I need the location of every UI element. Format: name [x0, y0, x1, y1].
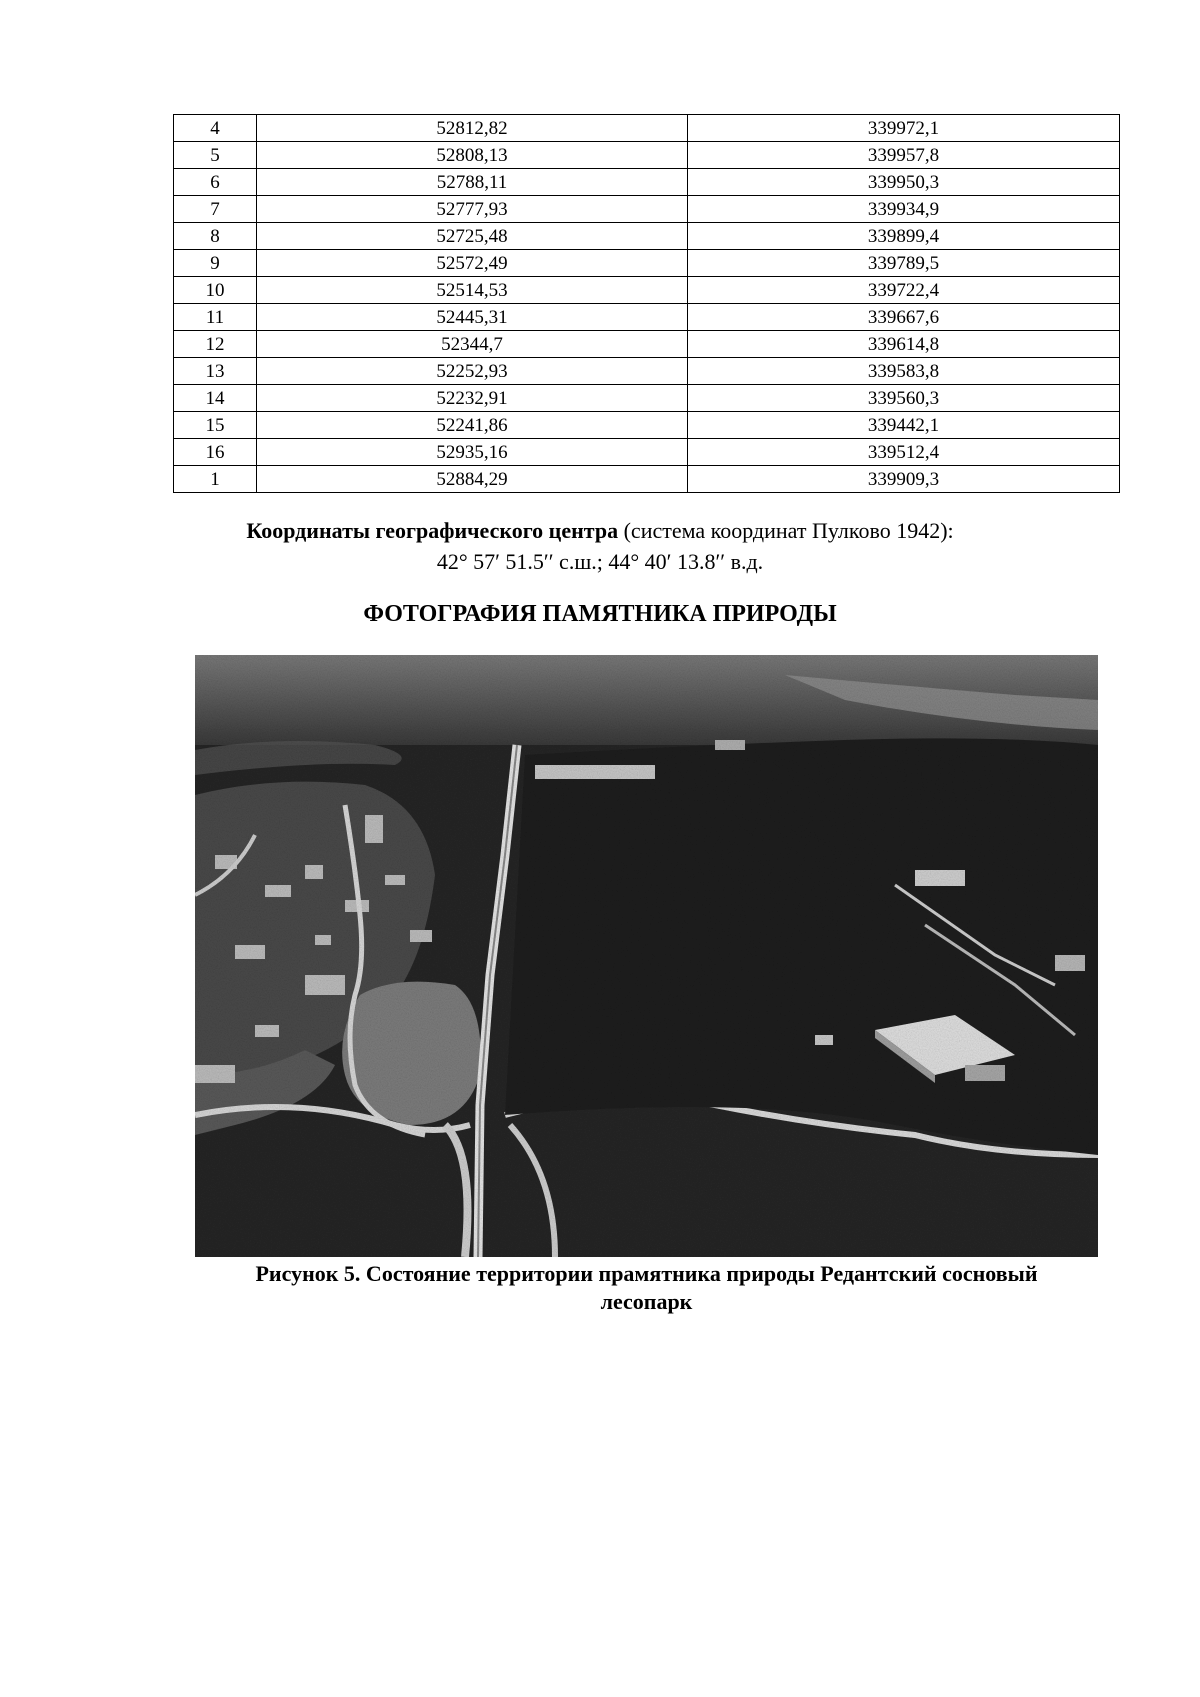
y-coordinate-cell: 339789,5	[688, 250, 1120, 277]
point-number-cell: 4	[174, 115, 257, 142]
geographic-center-label-bold: Координаты географического центра	[246, 518, 619, 543]
point-number-cell: 6	[174, 169, 257, 196]
table-row	[174, 115, 1120, 142]
point-number-cell: 16	[174, 439, 257, 466]
table-row	[174, 466, 1120, 493]
x-coordinate-cell: 52812,82	[257, 115, 688, 142]
table-row	[174, 331, 1120, 358]
table-row	[174, 196, 1120, 223]
geographic-center-label	[0, 518, 1200, 544]
table-row	[174, 385, 1120, 412]
x-coordinate-cell: 52808,13	[257, 142, 688, 169]
table-row	[174, 277, 1120, 304]
x-coordinate-cell: 52572,49	[257, 250, 688, 277]
point-number-cell: 10	[174, 277, 257, 304]
y-coordinate-cell: 339957,8	[688, 142, 1120, 169]
x-coordinate-cell: 52445,31	[257, 304, 688, 331]
y-coordinate-cell: 339667,6	[688, 304, 1120, 331]
table-row	[174, 439, 1120, 466]
y-coordinate-cell: 339722,4	[688, 277, 1120, 304]
x-coordinate-cell: 52232,91	[257, 385, 688, 412]
section-title: ФОТОГРАФИЯ ПАМЯТНИКА ПРИРОДЫ	[363, 601, 837, 627]
y-coordinate-cell: 339583,8	[688, 358, 1120, 385]
x-coordinate-cell: 52777,93	[257, 196, 688, 223]
x-coordinate-cell: 52935,16	[257, 439, 688, 466]
x-coordinate-cell: 52241,86	[257, 412, 688, 439]
point-number-cell: 14	[174, 385, 257, 412]
point-number-cell: 12	[174, 331, 257, 358]
table-row	[174, 169, 1120, 196]
y-coordinate-cell: 339560,3	[688, 385, 1120, 412]
y-coordinate-cell: 339909,3	[688, 466, 1120, 493]
point-number-cell: 8	[174, 223, 257, 250]
figure-caption-line-2: лесопарк	[600, 1289, 693, 1314]
x-coordinate-cell: 52884,29	[257, 466, 688, 493]
x-coordinate-cell: 52788,11	[257, 169, 688, 196]
coordinates-table	[173, 114, 1120, 493]
x-coordinate-cell: 52725,48	[257, 223, 688, 250]
point-number-cell: 15	[174, 412, 257, 439]
point-number-cell: 9	[174, 250, 257, 277]
y-coordinate-cell: 339442,1	[688, 412, 1120, 439]
x-coordinate-cell: 52514,53	[257, 277, 688, 304]
y-coordinate-cell: 339950,3	[688, 169, 1120, 196]
point-number-cell: 7	[174, 196, 257, 223]
coordinates-table-body	[174, 115, 1120, 493]
y-coordinate-cell: 339934,9	[688, 196, 1120, 223]
geographic-center-label-rest: (система координат Пулково 1942):	[618, 518, 954, 543]
y-coordinate-cell: 339512,4	[688, 439, 1120, 466]
figure-caption-line-1: Рисунок 5. Состояние территории прамятника природы Редантский сосновый	[255, 1261, 1038, 1286]
x-coordinate-cell: 52252,93	[257, 358, 688, 385]
y-coordinate-cell: 339614,8	[688, 331, 1120, 358]
point-number-cell: 11	[174, 304, 257, 331]
table-row	[174, 358, 1120, 385]
y-coordinate-cell: 339899,4	[688, 223, 1120, 250]
table-row	[174, 412, 1120, 439]
x-coordinate-cell: 52344,7	[257, 331, 688, 358]
table-row	[174, 250, 1120, 277]
geographic-center-values: 42° 57′ 51.5′′ с.ш.; 44° 40′ 13.8′′ в.д.	[436, 549, 764, 574]
table-row	[174, 142, 1120, 169]
point-number-cell: 1	[174, 466, 257, 493]
table-row	[174, 304, 1120, 331]
point-number-cell: 13	[174, 358, 257, 385]
table-row	[174, 223, 1120, 250]
point-number-cell: 5	[174, 142, 257, 169]
aerial-photo	[195, 655, 1098, 1257]
y-coordinate-cell: 339972,1	[688, 115, 1120, 142]
